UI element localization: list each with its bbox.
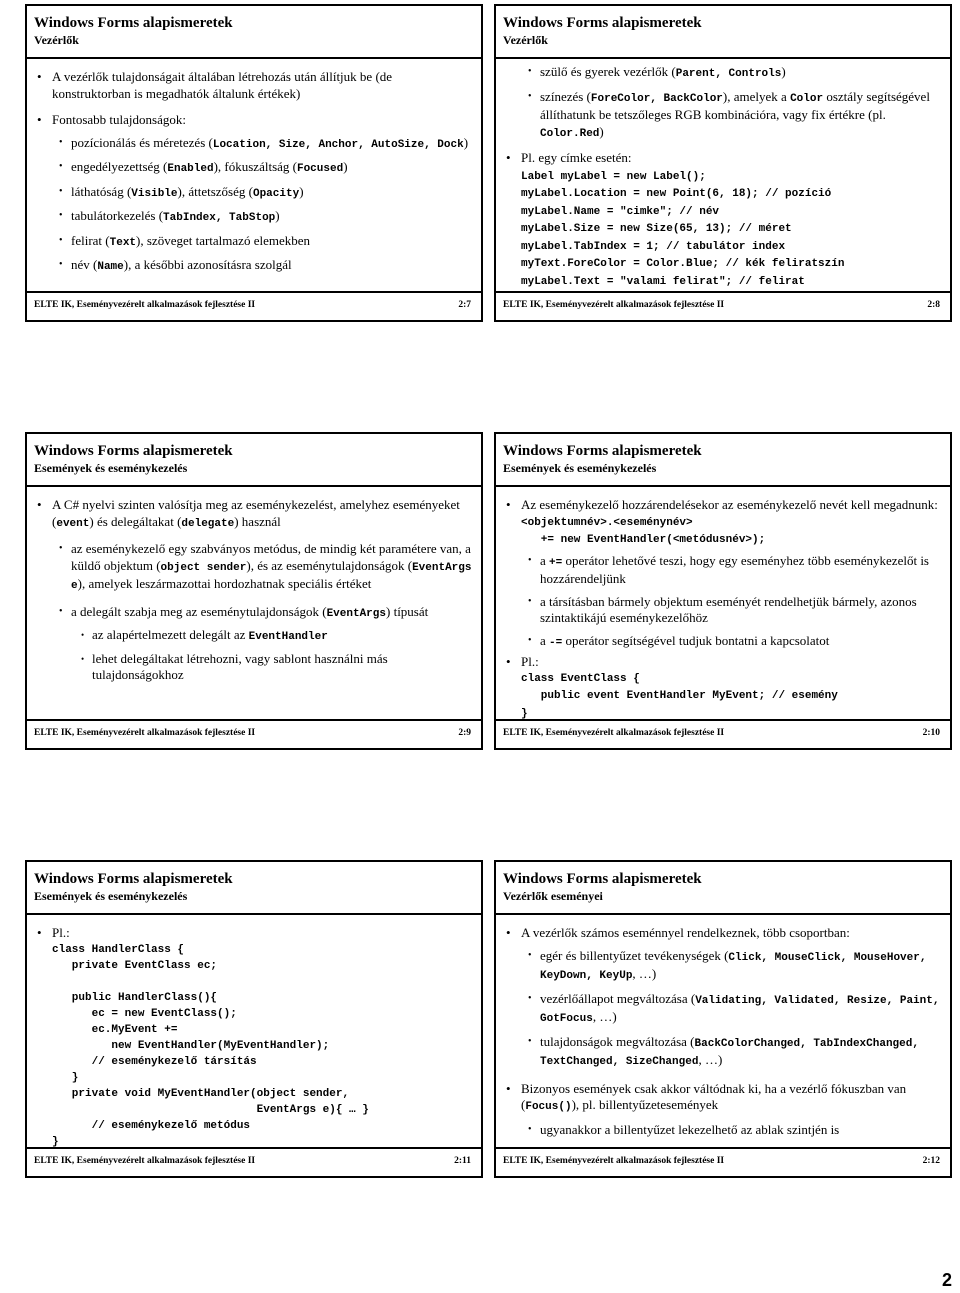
code-term: -= — [549, 636, 563, 649]
text: felirat ( — [71, 232, 110, 248]
code-term: Name — [97, 261, 124, 273]
text: színezés ( — [540, 88, 591, 104]
bullet-text: A vezérlők tulajdonságait általában létrehozás után állítjuk be (de konstruktorban is megadhatók általunk értékek) — [52, 69, 393, 101]
footer-text: ELTE IK, Eseményvezérelt alkalmazások fejlesztése II — [34, 728, 256, 738]
bullet — [35, 112, 473, 129]
header-rule — [27, 57, 481, 59]
text: osztály segítségével állíthatunk be tetszőleges RGB kombinációra, vagy fix értékre (pl. — [540, 88, 930, 122]
slide-body — [504, 918, 942, 1148]
bullet — [504, 150, 942, 167]
code-term: Enabled — [167, 163, 214, 175]
text: vezérlőállapot megváltozása ( — [540, 990, 696, 1006]
slide-footer — [27, 719, 481, 748]
slide-2-8 — [494, 4, 952, 322]
header-rule — [27, 913, 481, 915]
slide-subtitle: Események és eseménykezelés — [503, 461, 657, 475]
text: ), fókuszáltság ( — [213, 159, 297, 174]
text: név ( — [71, 257, 98, 272]
header-rule — [27, 485, 481, 487]
slide-number: 2:7 — [458, 300, 471, 310]
text: ), és az eseménytulajdonságok ( — [246, 557, 413, 573]
sub-bullet — [504, 991, 942, 1028]
sub-bullet — [504, 553, 942, 588]
text: ), amelyek leszármazottai hordozhatnak speciális értéket — [77, 576, 372, 591]
slide-subtitle: Vezérlők — [34, 33, 79, 47]
text: A C# nyelvi szinten valósítja meg az eseménykezelést, amelyhez eseményeket ( — [52, 497, 460, 529]
header-rule — [496, 485, 950, 487]
text: egér és billentyűzet tevékenységek ( — [540, 947, 729, 963]
bullet — [35, 497, 473, 532]
text: a — [540, 552, 550, 568]
slide-2-12 — [494, 860, 952, 1178]
sub-bullet — [35, 208, 473, 227]
text: az alapértelmezett delegált az — [92, 627, 249, 642]
sub-bullet — [35, 604, 473, 623]
code-term: object sender — [160, 561, 247, 574]
text: ), szöveget tartalmazó elemekben — [136, 232, 311, 248]
code-term: Opacity — [252, 187, 300, 200]
sub-bullet — [35, 541, 473, 595]
slide-subtitle: Események és eseménykezelés — [34, 461, 188, 475]
text: a — [540, 632, 550, 648]
slide-body — [35, 490, 473, 720]
code-term: Click, MouseClick, MouseHover, KeyDown, KeyUp — [540, 951, 927, 982]
text: lehet delegáltakat létrehozni, vagy sablont használni más tulajdonságokhoz — [92, 650, 388, 682]
code-term: Validating, Validated, Resize, Paint, GotFocus — [540, 994, 940, 1025]
bullet-text: Pl.: — [52, 925, 70, 940]
text: ), pl. billentyűzetesemények — [571, 1097, 719, 1112]
text: ), a későbbi azonosításra szolgál — [123, 257, 292, 272]
bullet-text: A vezérlők számos eseménnyel rendelkeznek, több csoportban: — [521, 925, 850, 940]
sub-bullet — [504, 948, 942, 985]
code-term: EventArgs — [326, 607, 386, 620]
footer-text: ELTE IK, Eseményvezérelt alkalmazások fejlesztése II — [34, 1156, 256, 1166]
slide-title: Windows Forms alapismeretek — [503, 443, 702, 459]
slide-number: 2:12 — [922, 1156, 940, 1166]
code-term: Color.Red — [540, 127, 600, 140]
text: ), amelyek a — [722, 88, 791, 104]
text: ) típusát — [386, 603, 429, 619]
text: tabulátorkezelés ( — [71, 208, 164, 223]
header-rule — [496, 913, 950, 915]
bullet — [504, 654, 942, 671]
slide-footer — [496, 1147, 950, 1176]
slide-footer — [27, 291, 481, 320]
footer-text: ELTE IK, Eseményvezérelt alkalmazások fejlesztése II — [503, 728, 725, 738]
footer-text: ELTE IK, Eseményvezérelt alkalmazások fejlesztése II — [503, 300, 725, 310]
code-block: Label myLabel = new Label(); myLabel.Location = new Point(6, 18); // pozíció myLabel.Name = "cimke"; // név myLabel.Size = new Size(65, 13); // méret myLabel.TabIndex = 1; // tabulátor index myText.ForeColor = Color.Blue; // kék feliratszín myLabel.Text = "valami felirat"; // felirat — [521, 170, 845, 288]
slide-number: 2:9 — [458, 728, 471, 738]
slide-footer — [496, 291, 950, 320]
sub-bullet — [504, 89, 942, 143]
bullet — [504, 1081, 942, 1116]
slide-2-10 — [494, 432, 952, 750]
slide-title: Windows Forms alapismeretek — [503, 15, 702, 31]
page-number: 2 — [941, 1270, 952, 1290]
code-block: <objektumnév>.<eseménynév> += new EventHandler(<metódusnév>); — [521, 516, 766, 546]
sub-bullet — [504, 633, 942, 652]
sub-bullet — [504, 64, 942, 83]
slide-footer — [496, 719, 950, 748]
sub-bullet — [35, 184, 473, 203]
slide-title: Windows Forms alapismeretek — [34, 871, 233, 887]
slide-subtitle: Vezérlők eseményei — [503, 889, 603, 903]
text: operátor lehetővé teszi, hogy egy eseményhez több eseménykezelőt is hozzárendeljünk — [540, 552, 929, 586]
sub-sub-bullet — [35, 651, 473, 684]
text: ugyanakkor a billentyűzet lekezelhető az ablak szintjén is — [540, 1121, 840, 1137]
text: ) — [299, 183, 304, 199]
text: pozícionálás és méretezés ( — [71, 134, 213, 150]
slide-title: Windows Forms alapismeretek — [503, 871, 702, 887]
text: ) — [463, 134, 469, 150]
bullet — [35, 925, 473, 942]
code-term: EventArgs e — [71, 561, 472, 592]
sub-bullet — [504, 594, 942, 627]
code-term: EventHandler — [248, 631, 328, 643]
sub-bullet — [35, 257, 473, 276]
text: ) — [599, 123, 604, 139]
slide-body — [504, 62, 942, 292]
slide-subtitle: Vezérlők — [503, 33, 548, 47]
slide-title: Windows Forms alapismeretek — [34, 443, 233, 459]
text: operátor segítségével tudjuk bontatni a kapcsolatot — [562, 632, 830, 648]
sub-sub-bullet — [35, 627, 473, 646]
slide-subtitle: Események és eseménykezelés — [34, 889, 188, 903]
slide-body — [35, 918, 473, 1148]
text: a delegált szabja meg az eseménytulajdonságok ( — [71, 603, 327, 619]
bullet-text: Pl. egy címke esetén: — [521, 150, 632, 165]
sub-bullet — [35, 159, 473, 178]
slide-number: 2:8 — [927, 300, 940, 310]
slide-2-7 — [25, 4, 483, 322]
slide-footer — [27, 1147, 481, 1176]
code-term: BackColorChanged, TabIndexChanged, TextChanged, SizeChanged — [540, 1037, 919, 1068]
text: ) — [275, 208, 280, 223]
code-term: event — [56, 517, 90, 530]
bullet-text: Pl.: — [521, 654, 539, 669]
code-term: Focused — [296, 163, 344, 175]
text: az eseménykezelő egy szabványos metódus, de mindig két paramétere van, a küldő objektum ( — [71, 541, 471, 573]
code-term: TabIndex, TabStop — [163, 212, 276, 224]
slide-2-9 — [25, 432, 483, 750]
text: szülő és gyerek vezérlők ( — [540, 64, 676, 79]
slide-body — [504, 490, 942, 720]
code-term: Visible — [131, 187, 178, 200]
text: , …) — [698, 1052, 723, 1067]
text: ), áttetszőség ( — [177, 183, 253, 199]
code-term: Location, Size, Anchor, AutoSize, Dock — [212, 138, 464, 151]
sub-bullet — [504, 1122, 942, 1139]
bullet — [504, 497, 942, 514]
bullet — [504, 925, 942, 942]
slide-number: 2:10 — [922, 728, 940, 738]
text: Bizonyos események csak akkor váltódnak ki, ha a vezérlő fókuszban van ( — [521, 1080, 907, 1112]
text: ) — [781, 64, 786, 79]
text: a társításban bármely objektum eseményét rendelhetjük bármely, azonos szintaktikájú eseménykezelőhöz — [540, 593, 917, 625]
header-rule — [496, 57, 950, 59]
text: engedélyezettség ( — [71, 159, 168, 174]
text: tulajdonságok megváltozása ( — [540, 1033, 695, 1049]
code-term: += — [549, 556, 563, 569]
text: ) — [343, 159, 348, 174]
code-block: class HandlerClass { private EventClass ec; public HandlerClass(){ ec = new EventClass(); ec.MyEvent += new EventHandler(MyEventHandler); // eseménykezelő társítás } private void MyEventHandler(object sender, EventArgs e){ … } // eseménykezelő metódus } — [52, 943, 369, 1148]
slide-body — [35, 62, 473, 292]
code-term: Color — [790, 92, 824, 105]
slide-number: 2:11 — [454, 1156, 471, 1166]
bullet-text: Fontosabb tulajdonságok: — [52, 112, 186, 127]
text: láthatóság ( — [71, 183, 132, 199]
code-term: ForeColor, BackColor — [590, 92, 723, 105]
code-term: delegate — [181, 517, 235, 530]
text: , …) — [632, 966, 657, 981]
bullet-text: Az eseménykezelő hozzárendelésekor az eseménykezelő nevét kell megadnunk: — [521, 497, 938, 512]
sub-bullet — [35, 233, 473, 252]
bullet — [35, 69, 473, 102]
code-term: Focus() — [525, 1101, 572, 1113]
text: , …) — [592, 1009, 617, 1024]
footer-text: ELTE IK, Eseményvezérelt alkalmazások fejlesztése II — [34, 300, 256, 310]
text: ) használ — [234, 513, 281, 529]
slide-2-11 — [25, 860, 483, 1178]
sub-bullet — [35, 135, 473, 154]
code-block: class EventClass { public event EventHandler MyEvent; // esemény } — [521, 672, 838, 720]
slide-title: Windows Forms alapismeretek — [34, 15, 233, 31]
code-term: Parent, Controls — [675, 68, 782, 80]
footer-text: ELTE IK, Eseményvezérelt alkalmazások fejlesztése II — [503, 1156, 725, 1166]
sub-bullet — [504, 1034, 942, 1071]
text: ) és delegáltakat ( — [89, 513, 182, 529]
code-term: Text — [109, 236, 137, 249]
